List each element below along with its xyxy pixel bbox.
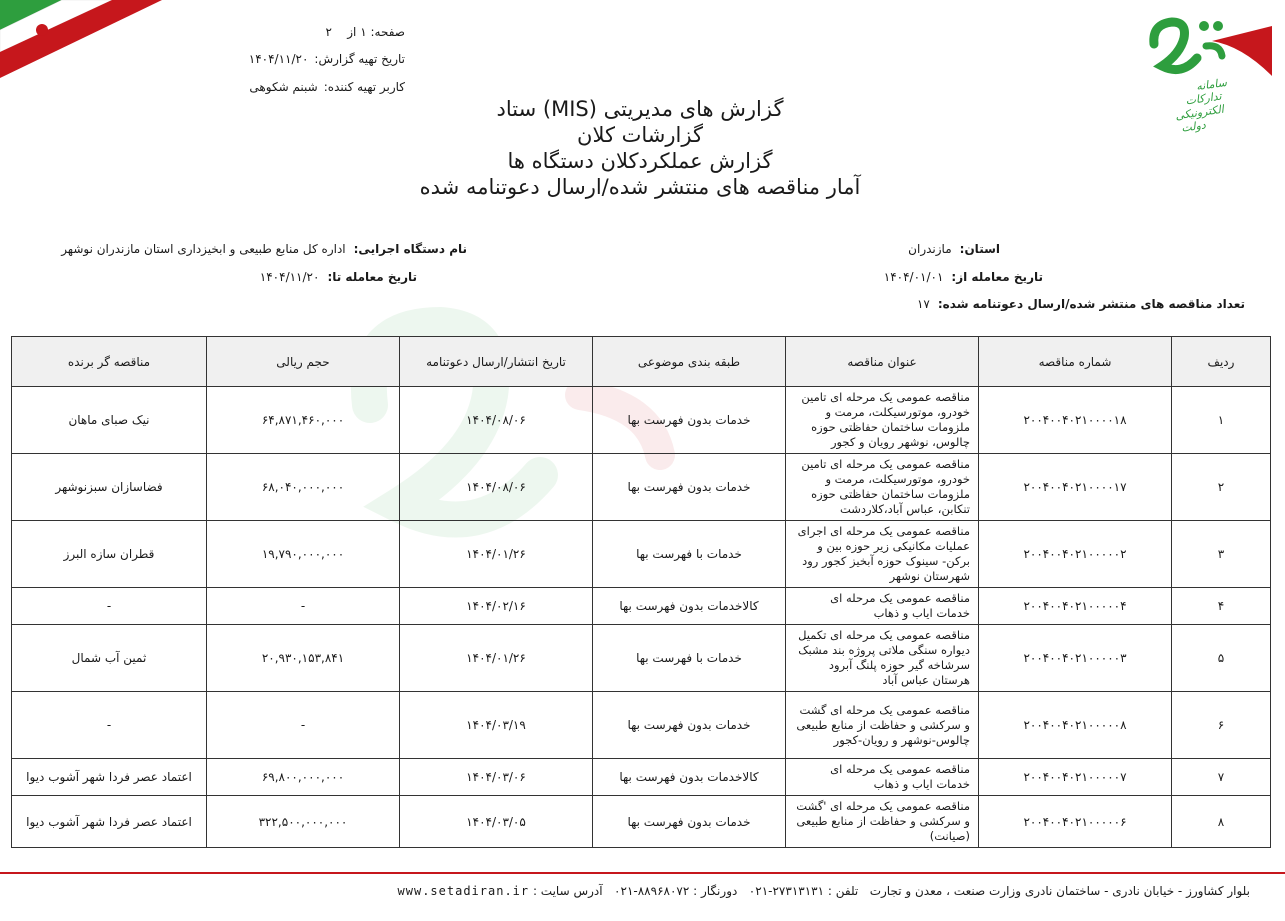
tender-winner: -	[12, 588, 207, 625]
row-number: ۳	[1172, 521, 1271, 588]
tender-winner: -	[12, 692, 207, 759]
tenders-table	[11, 336, 1271, 848]
date-from-info	[884, 270, 1043, 284]
tender-amount: ۶۴,۸۷۱,۴۶۰,۰۰۰	[207, 387, 400, 454]
tender-number: ۲۰۰۴۰۰۴۰۲۱۰۰۰۰۰۶	[979, 796, 1172, 848]
row-number: ۸	[1172, 796, 1271, 848]
agency-label: نام دستگاه اجرایی:	[353, 242, 467, 256]
tender-title: مناقصه عمومی یک مرحله ای خدمات ایاب و ذهاب	[786, 588, 979, 625]
table-row	[12, 387, 1271, 454]
province-value: مازندران	[908, 242, 952, 256]
row-number: ۷	[1172, 759, 1271, 796]
svg-text:دولت: دولت	[1180, 118, 1207, 135]
tender-amount: -	[207, 588, 400, 625]
count-info	[917, 297, 1245, 311]
footer-website-link[interactable]: www.setadiran.ir	[397, 884, 530, 898]
tender-title: مناقصه عمومی یک مرحله ای تامین خودرو، موتورسیکلت، مرمت و ملزومات ساختمان حفاظتی حوزه تنکابن، عباس آباد،کلاردشت	[786, 454, 979, 521]
title-line: آمار مناقصه های منتشر شده/ارسال دعوتنامه شده	[419, 175, 861, 199]
table-row	[12, 759, 1271, 796]
table-row	[12, 521, 1271, 588]
tender-category: خدمات بدون فهرست بها	[593, 454, 786, 521]
tender-date: ۱۴۰۴/۰۳/۱۹	[400, 692, 593, 759]
tender-winner: نیک صبای ماهان	[12, 387, 207, 454]
row-number: ۵	[1172, 625, 1271, 692]
tender-category: خدمات با فهرست بها	[593, 521, 786, 588]
tender-category: خدمات بدون فهرست بها	[593, 692, 786, 759]
date-to-value: ۱۴۰۴/۱۱/۲۰	[259, 270, 320, 284]
tender-amount: ۳۲۲,۵۰۰,۰۰۰,۰۰۰	[207, 796, 400, 848]
tender-number: ۲۰۰۴۰۰۴۰۲۱۰۰۰۰۰۷	[979, 759, 1172, 796]
tender-date: ۱۴۰۴/۰۸/۰۶	[400, 387, 593, 454]
tender-winner: ثمین آب شمال	[12, 625, 207, 692]
tender-category: خدمات با فهرست بها	[593, 625, 786, 692]
author-value: شبنم شکوهی	[249, 80, 318, 94]
footer-fax-label: دورنگار :	[693, 884, 738, 898]
date-from-value: ۱۴۰۴/۰۱/۰۱	[883, 270, 944, 284]
province-info	[908, 242, 1000, 256]
footer-fax: ۸۸۹۶۸۰۷۲-۰۲۱	[614, 884, 690, 898]
footer-divider	[0, 872, 1285, 874]
tender-date: ۱۴۰۴/۰۱/۲۶	[400, 625, 593, 692]
title-line: گزارش های مدیریتی (MIS) ستاد	[496, 97, 784, 121]
report-titles	[340, 96, 940, 200]
table-header-row	[12, 337, 1271, 387]
report-date	[249, 52, 405, 66]
table-row	[12, 692, 1271, 759]
report-author	[249, 80, 405, 94]
page-indicator	[326, 25, 405, 39]
title-line: گزارشات کلان	[577, 123, 703, 147]
tender-winner: اعتماد عصر فردا شهر آشوب دیوا	[12, 796, 207, 848]
column-header: شماره مناقصه	[979, 337, 1172, 387]
tender-category: خدمات بدون فهرست بها	[593, 796, 786, 848]
footer-address: بلوار کشاورز - خیابان نادری - ساختمان نادری وزارت صنعت ، معدن و تجارت	[869, 884, 1250, 898]
tender-number: ۲۰۰۴۰۰۴۰۲۱۰۰۰۰۰۳	[979, 625, 1172, 692]
footer-site-label: آدرس سایت :	[532, 884, 603, 898]
tender-date: ۱۴۰۴/۰۳/۰۶	[400, 759, 593, 796]
tender-amount: ۱۹,۷۹۰,۰۰۰,۰۰۰	[207, 521, 400, 588]
tender-number: ۲۰۰۴۰۰۴۰۲۱۰۰۰۰۱۸	[979, 387, 1172, 454]
column-header: عنوان مناقصه	[786, 337, 979, 387]
column-header: تاریخ انتشار/ارسال دعوتنامه	[400, 337, 593, 387]
row-number: ۱	[1172, 387, 1271, 454]
tender-date: ۱۴۰۴/۰۲/۱۶	[400, 588, 593, 625]
date-from-label: تاریخ معامله از:	[951, 270, 1043, 284]
table-row	[12, 625, 1271, 692]
author-label: کاربر تهیه کننده:	[323, 80, 405, 94]
tender-title: مناقصه عمومی یک مرحله ای 'گشت و سرکشی و حفاظت از منابع طبیعی (صیانت)	[786, 796, 979, 848]
tender-title: مناقصه عمومی یک مرحله ای تامین خودرو، موتورسیکلت، مرمت و ملزومات ساختمان حفاظتی حوزه چالوس، نوشهر رویان و کجور	[786, 387, 979, 454]
page-total: ۲	[325, 25, 332, 39]
tender-number: ۲۰۰۴۰۰۴۰۲۱۰۰۰۰۰۲	[979, 521, 1172, 588]
title-line: گزارش عملکردکلان دستگاه ها	[507, 149, 773, 173]
footer-phone-label: تلفن :	[827, 884, 859, 898]
tender-amount: -	[207, 692, 400, 759]
agency-value: اداره کل منابع طبیعی و ابخیزداری استان مازندران نوشهر	[61, 242, 346, 256]
footer	[398, 884, 1250, 898]
column-header: حجم ریالی	[207, 337, 400, 387]
table-row	[12, 796, 1271, 848]
page-label: صفحه:	[370, 25, 405, 39]
tender-date: ۱۴۰۴/۰۱/۲۶	[400, 521, 593, 588]
tender-title: مناقصه عمومی یک مرحله ای خدمات ایاب و ذهاب	[786, 759, 979, 796]
row-number: ۶	[1172, 692, 1271, 759]
column-header: طبقه بندی موضوعی	[593, 337, 786, 387]
tender-title: مناقصه عمومی یک مرحله ای تکمیل دیواره سنگی ملاتی پروژه بند مشبک سرشاخه گیر حوزه پلنگ آبرود هرستان عباس آباد	[786, 625, 979, 692]
tender-date: ۱۴۰۴/۰۳/۰۵	[400, 796, 593, 848]
footer-phone: ۲۷۳۱۳۱۳۱-۰۲۱	[748, 884, 825, 898]
tender-winner: اعتماد عصر فردا شهر آشوب دیوا	[12, 759, 207, 796]
tender-date: ۱۴۰۴/۰۸/۰۶	[400, 454, 593, 521]
agency-info	[61, 242, 467, 256]
iran-flag-icon	[0, 0, 170, 95]
tender-category: کالاخدمات بدون فهرست بها	[593, 759, 786, 796]
report-date-label: تاریخ تهیه گزارش:	[314, 52, 405, 66]
table-row	[12, 588, 1271, 625]
tender-number: ۲۰۰۴۰۰۴۰۲۱۰۰۰۰۱۷	[979, 454, 1172, 521]
column-header: ردیف	[1172, 337, 1271, 387]
tender-category: خدمات بدون فهرست بها	[593, 387, 786, 454]
table-row	[12, 454, 1271, 521]
setad-logo-icon	[1142, 6, 1277, 136]
tender-number: ۲۰۰۴۰۰۴۰۲۱۰۰۰۰۰۴	[979, 588, 1172, 625]
column-header: مناقصه گر برنده	[12, 337, 207, 387]
tender-winner: فضاسازان سبزنوشهر	[12, 454, 207, 521]
tender-amount: ۶۹,۸۰۰,۰۰۰,۰۰۰	[207, 759, 400, 796]
tender-winner: قطران سازه البرز	[12, 521, 207, 588]
tender-title: مناقصه عمومی یک مرحله ای گشت و سرکشی و حفاظت از منابع طبیعی چالوس-نوشهر و رویان-کجور	[786, 692, 979, 759]
date-to-info	[260, 270, 417, 284]
tender-category: کالاخدمات بدون فهرست بها	[593, 588, 786, 625]
tender-number: ۲۰۰۴۰۰۴۰۲۱۰۰۰۰۰۸	[979, 692, 1172, 759]
page-of: از	[347, 25, 357, 39]
count-value: ۱۷	[916, 297, 930, 311]
count-label: تعداد مناقصه های منتشر شده/ارسال دعوتنامه شده:	[937, 297, 1245, 311]
row-number: ۲	[1172, 454, 1271, 521]
report-date-value: ۱۴۰۴/۱۱/۲۰	[248, 52, 309, 66]
page-current: ۱	[360, 25, 367, 39]
date-to-label: تاریخ معامله تا:	[327, 270, 417, 284]
svg-text:تدارکات: تدارکات	[1184, 89, 1223, 108]
svg-text:سامانه: سامانه	[1195, 75, 1228, 94]
tender-title: مناقصه عمومی یک مرحله ای اجرای عملیات مکانیکی زیر حوزه بین و برکن- سینوک حوزه آبخیز کجور رود شهرستان نوشهر	[786, 521, 979, 588]
svg-text:الکترونیکی: الکترونیکی	[1174, 102, 1225, 123]
row-number: ۴	[1172, 588, 1271, 625]
tender-amount: ۲۰,۹۳۰,۱۵۳,۸۴۱	[207, 625, 400, 692]
tender-amount: ۶۸,۰۴۰,۰۰۰,۰۰۰	[207, 454, 400, 521]
province-label: استان:	[959, 242, 1000, 256]
